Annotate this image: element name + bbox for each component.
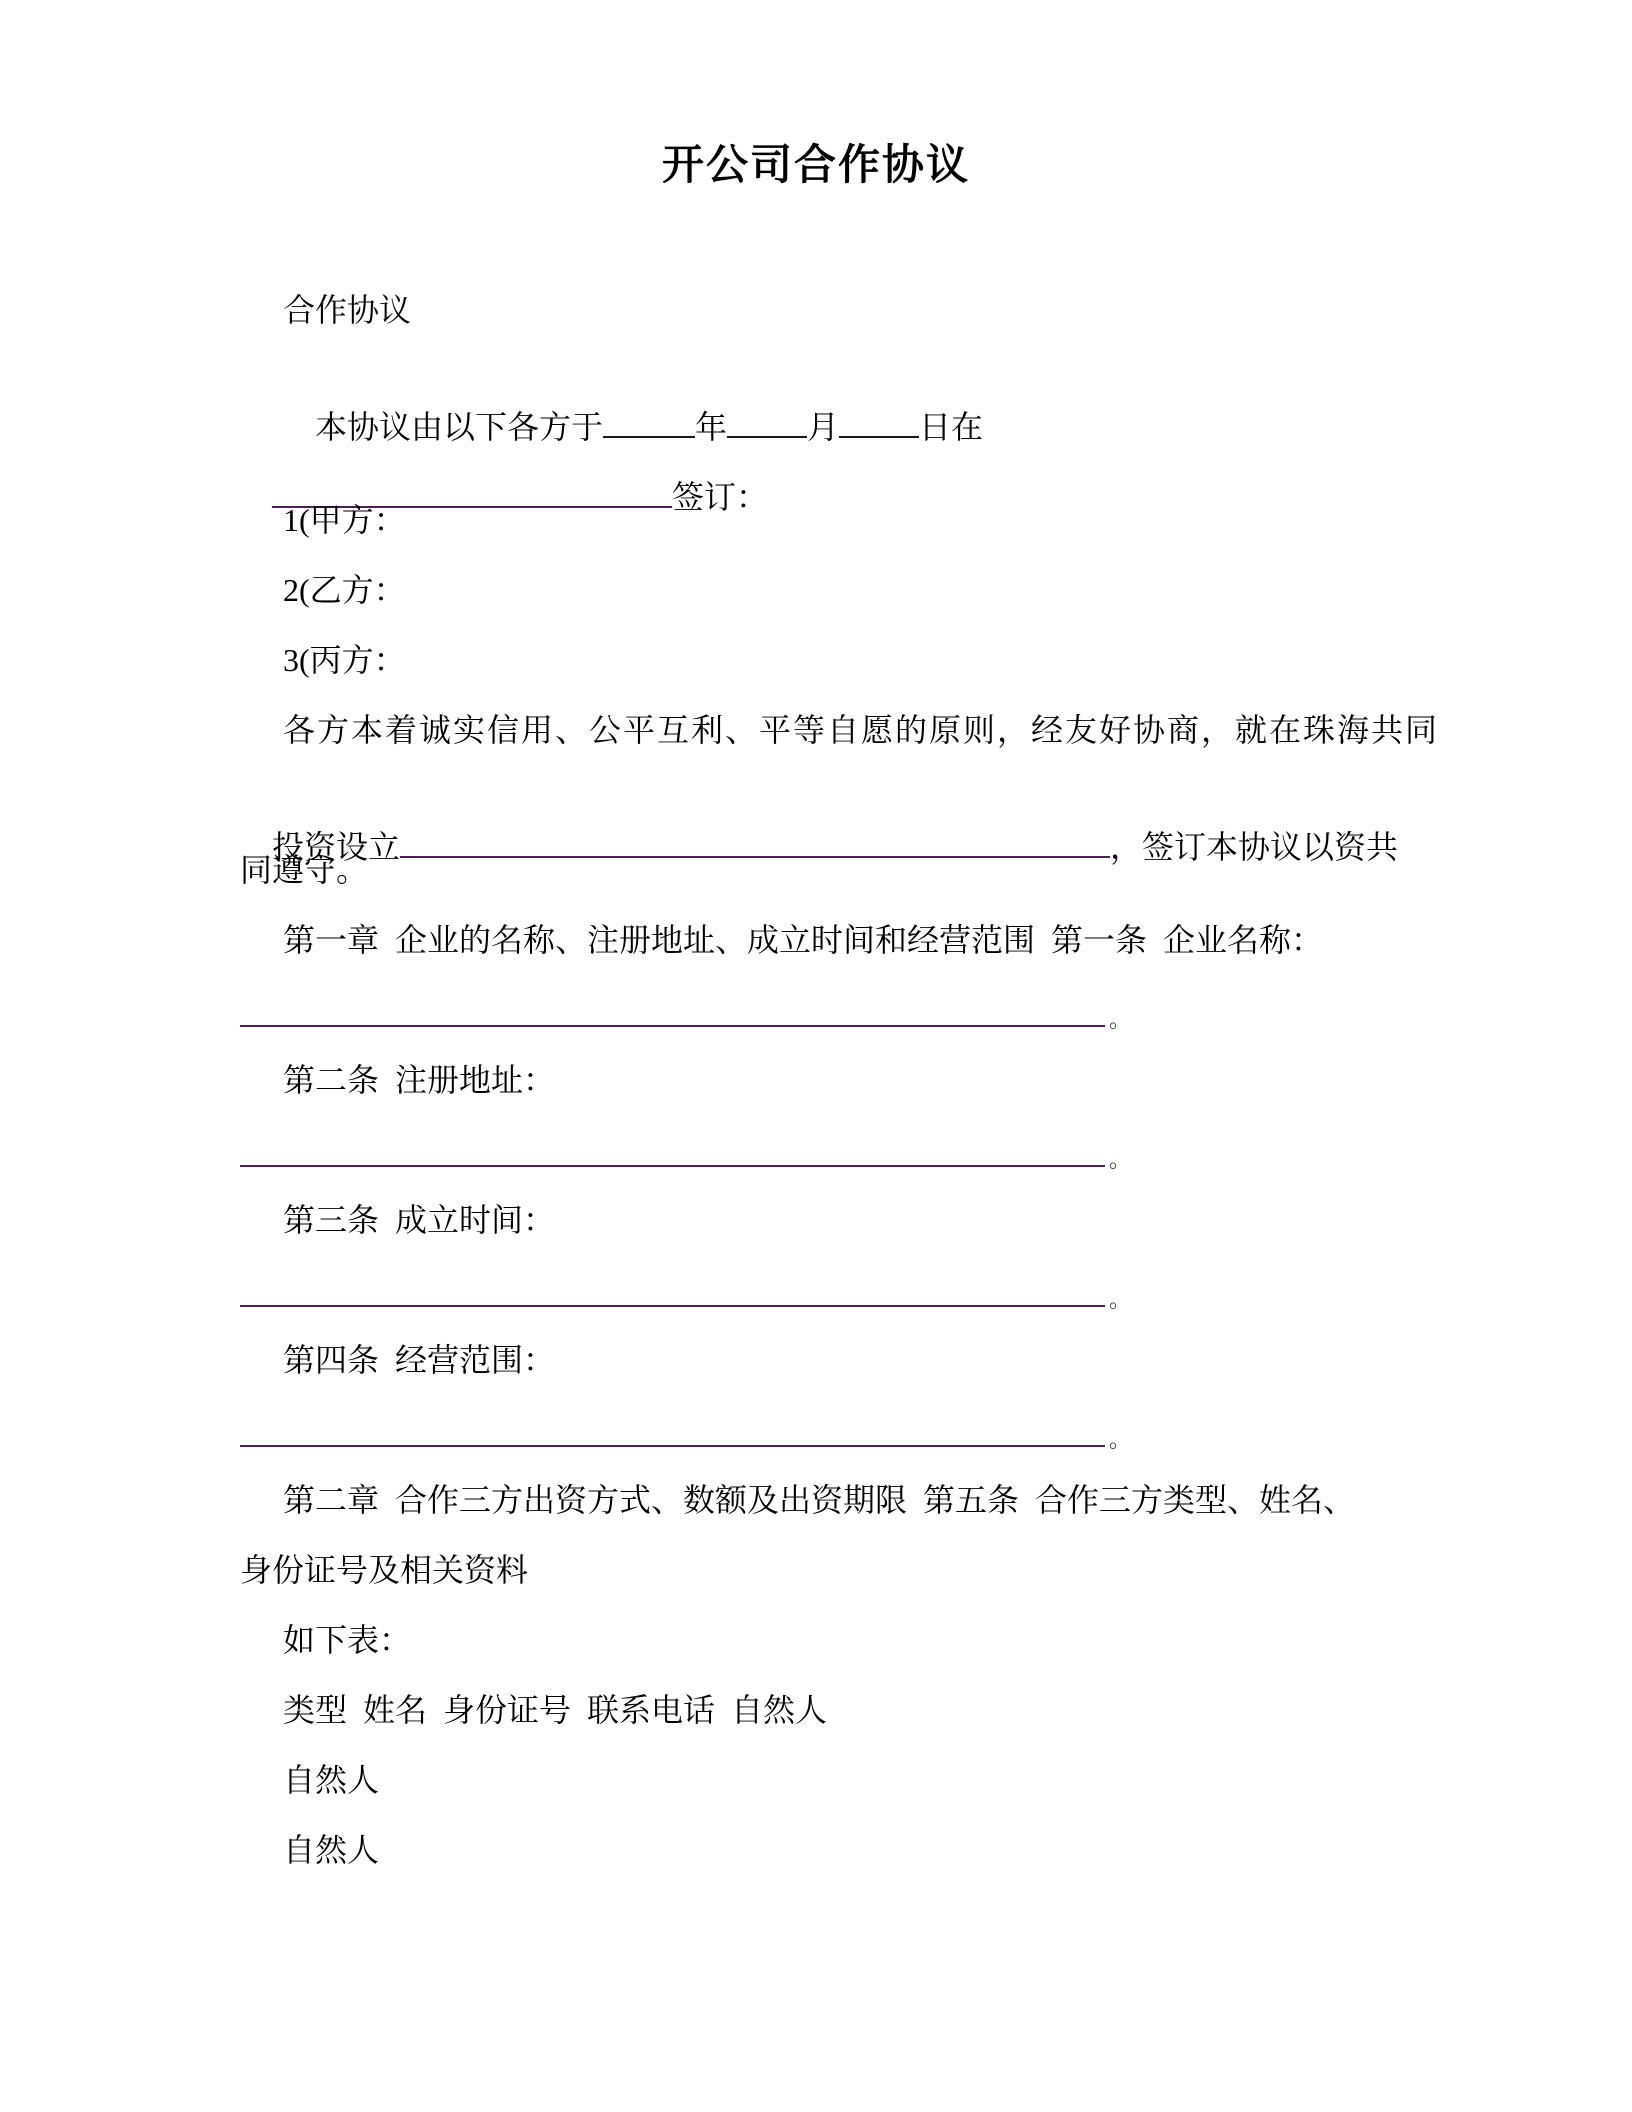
table-row: 自然人	[283, 1832, 380, 1868]
company-setup-suffix: ，签订本协议以资共	[1110, 829, 1399, 865]
preamble-line-2	[240, 778, 1398, 913]
chapter1-heading: 第一章 企业的名称、注册地址、成立时间和经营范围 第一条 企业名称：	[283, 922, 1324, 958]
address-fill-line	[240, 1147, 1132, 1172]
fill-line-period: 。	[1109, 1287, 1132, 1312]
date-line-prefix: 本协议由以下各方于	[315, 409, 604, 445]
party-b-line: 2(乙方：	[283, 572, 406, 608]
intro-paragraph: 合作协议	[283, 292, 412, 328]
article3-heading: 第三条 成立时间：	[283, 1202, 556, 1238]
preamble-line-1: 各方本着诚实信用、公平互利、平等自愿的原则，经友好协商，就在珠海共同	[283, 712, 1440, 748]
table-row: 自然人	[283, 1762, 380, 1798]
signing-place-line	[240, 428, 768, 563]
founding-time-fill-line	[240, 1287, 1132, 1312]
party-a-line: 1(甲方：	[283, 502, 406, 538]
preamble-line-3: 同遵守。	[240, 852, 369, 888]
chapter2-heading-line-1: 第二章 合作三方出资方式、数额及出资期限 第五条 合作三方类型、姓名、	[283, 1482, 1356, 1518]
day-at-label: 日在	[919, 409, 984, 445]
month-label: 月	[807, 409, 840, 445]
party-c-line: 3(丙方：	[283, 642, 406, 678]
day-blank	[839, 402, 919, 438]
article2-heading: 第二条 注册地址：	[283, 1062, 556, 1098]
fill-line-period: 。	[1109, 1427, 1132, 1452]
table-intro: 如下表：	[283, 1622, 412, 1658]
year-label: 年	[695, 409, 728, 445]
business-scope-fill-line	[240, 1427, 1132, 1452]
company-name-blank	[400, 822, 1110, 858]
chapter2-heading-line-2: 身份证号及相关资料	[240, 1552, 529, 1588]
company-setup-prefix: 投资设立	[272, 829, 401, 865]
fill-line-period: 。	[1109, 1147, 1132, 1172]
fill-line-period: 。	[1109, 1007, 1132, 1032]
document-title: 开公司合作协议	[661, 143, 970, 189]
company-name-fill-line	[240, 1007, 1132, 1032]
table-header-row: 类型 姓名 身份证号 联系电话 自然人	[283, 1692, 828, 1728]
signing-label: 签订：	[672, 479, 769, 515]
article4-heading: 第四条 经营范围：	[283, 1342, 556, 1378]
